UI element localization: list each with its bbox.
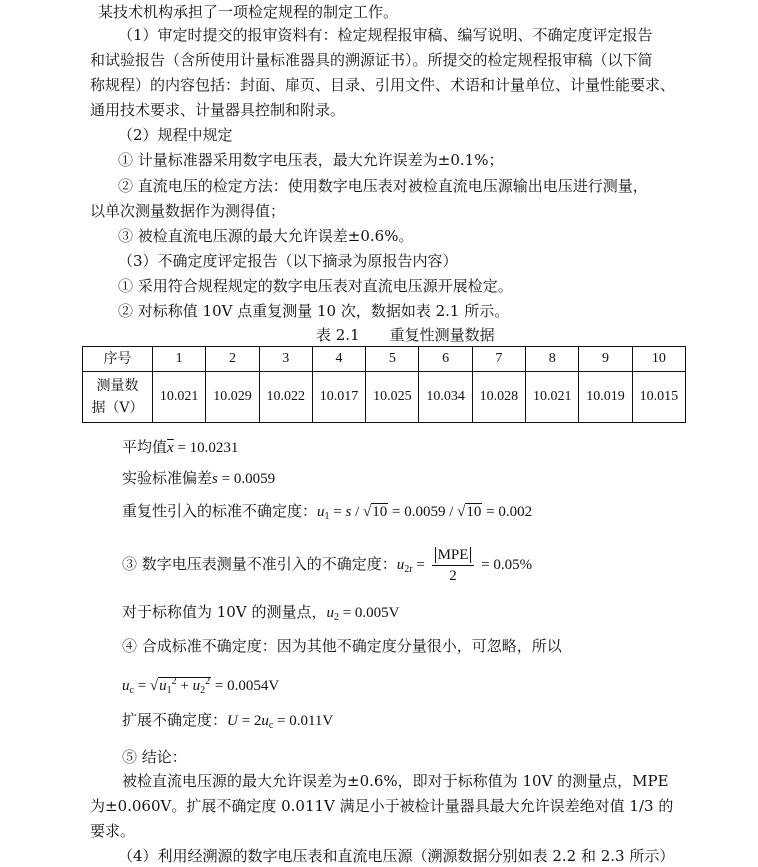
- stdev-formula: [122, 468, 275, 489]
- index-cell: 8: [526, 347, 579, 372]
- stdev-symbol: s: [212, 471, 218, 487]
- mean-symbol: $\overline{x}$: [167, 440, 174, 456]
- value-cell: 10.028: [472, 372, 525, 423]
- mean-value: = 10.0231: [173, 440, 239, 456]
- uc-term2-sub: 2: [200, 685, 206, 696]
- u2r-denominator: 2: [449, 568, 457, 585]
- conclusion-line3: 要求。: [90, 822, 136, 840]
- u1-radicand: 10: [372, 504, 388, 520]
- u2r-label: ③ 数字电压表测量不准引入的不确定度：: [122, 555, 397, 573]
- u2-subscript: 2: [333, 612, 339, 623]
- U-result: = 0.011V: [273, 713, 334, 729]
- para2-item3: ③ 被检直流电压源的最大允许误差±0.6%。: [118, 227, 414, 245]
- U-symbol: U: [227, 713, 238, 729]
- u2-label: 对于标称值为 10V 的测量点，: [122, 603, 327, 621]
- index-cell: 9: [579, 347, 632, 372]
- value-cell: 10.019: [579, 372, 632, 423]
- uc-term1-pow: 2: [171, 676, 177, 687]
- para1-line1: （1）审定时提交的报审资料有：检定规程报审稿、编写说明、不确定度评定报告: [118, 26, 653, 44]
- u2r-numerator: MPE: [435, 547, 472, 563]
- para2-item1: ① 计量标准器采用数字电压表，最大允许误差为±0.1%；: [118, 151, 504, 169]
- conclusion-line2: 为±0.060V。扩展不确定度 0.011V 满足小于被检计量器具最大允许误差绝对值 1/3 的: [90, 797, 674, 815]
- para1-line2: 和试验报告（含所使用计量标准器具的溯源证书）。所提交的检定规程报审稿（以下简: [90, 51, 653, 69]
- u2r-formula: [122, 542, 532, 592]
- header-label-cell: 序号: [83, 347, 153, 372]
- uc-eq: =: [133, 678, 150, 694]
- u2r-result: = 0.05%: [477, 557, 533, 573]
- stdev-value: = 0.0059: [217, 471, 276, 487]
- uc-term2-pow: 2: [205, 676, 211, 687]
- expanded-uncertainty-formula: [122, 710, 333, 736]
- value-cell: 10.029: [206, 372, 259, 423]
- u1-formula: 重复性引入的标准不确定度：$u_1 = s / √10 = 0.0059 / √10 = 0.002$: [122, 502, 533, 522]
- uc-term1: u: [159, 678, 167, 694]
- u2r-subscript: 2r: [404, 564, 413, 575]
- u1-eq: =: [329, 504, 346, 520]
- para1-line4: 通用技术要求、计量器具控制和附录。: [90, 101, 346, 119]
- para2-heading: （2）规程中规定: [118, 126, 233, 144]
- uc-symbol: u: [122, 678, 130, 694]
- u2-value: = 0.005V: [338, 605, 400, 621]
- data-label-line2: 据（V）: [91, 400, 144, 416]
- value-cell: 10.021: [153, 372, 206, 423]
- para4-line: ④ 合成标准不确定度：因为其他不确定度分量很小，可忽略，所以: [122, 637, 562, 655]
- conclusion-heading: ⑤ 结论：: [122, 748, 187, 766]
- index-cell: 3: [259, 347, 312, 372]
- para3-item2: ② 对标称值 10V 点重复测量 10 次，数据如表 2.1 所示。: [118, 302, 510, 320]
- u1-subscript: 1: [324, 511, 330, 522]
- mean-formula: [122, 437, 238, 458]
- para4-heading: （4）利用经溯源的数字电压表和直流电压源（溯源数据分别如表 2.2 和 2.3 所示）: [118, 847, 675, 865]
- u1-result: = 0.002: [482, 504, 533, 520]
- uc-plus: +: [176, 678, 193, 694]
- index-cell: 1: [153, 347, 206, 372]
- u1-radicand-2: 10: [466, 504, 482, 520]
- u1-label: 重复性引入的标准不确定度：: [122, 502, 318, 520]
- stdev-label: 实验标准偏差: [122, 469, 213, 487]
- repeatability-table: [82, 346, 686, 423]
- index-cell: 6: [419, 347, 472, 372]
- uc-subscript: c: [129, 685, 134, 696]
- U-subscript: c: [268, 720, 274, 731]
- para3-item1: ① 采用符合规程规定的数字电压表对直流电压源开展检定。: [118, 277, 513, 295]
- u2r-fraction: [432, 545, 475, 586]
- uc-formula: $u_c = √u_1^2 + u_2^2 = 0.0054V$: [122, 676, 280, 696]
- uc-term1-sub: 1: [166, 685, 172, 696]
- index-cell: 7: [472, 347, 525, 372]
- table-data-row: [83, 372, 686, 423]
- u1-slash: /: [351, 504, 363, 520]
- u1-symbol: u: [317, 504, 325, 520]
- para3-heading: （3）不确定度评定报告（以下摘录为原报告内容）: [118, 252, 458, 270]
- u2-formula: [122, 602, 400, 628]
- conclusion-line1: 被检直流电压源的最大允许误差为±0.6%，即对于标称值为 10V 的测量点，MPE: [122, 772, 669, 790]
- U-eq: = 2: [237, 713, 262, 729]
- table-header-row: [83, 347, 686, 372]
- value-cell: 10.025: [366, 372, 419, 423]
- para2-item2-line1: ② 直流电压的检定方法：使用数字电压表对被检直流电压源输出电压进行测量，: [118, 177, 648, 195]
- U-u: u: [261, 713, 269, 729]
- index-cell: 10: [632, 347, 685, 372]
- uc-result: = 0.0054V: [211, 678, 280, 694]
- u2r-symbol: u: [396, 557, 405, 573]
- value-cell: 10.034: [419, 372, 472, 423]
- u1-mid: = 0.0059 /: [388, 504, 458, 520]
- index-cell: 5: [366, 347, 419, 372]
- u2-symbol: u: [326, 605, 334, 621]
- value-cell: 10.022: [259, 372, 312, 423]
- data-label-cell: [83, 372, 153, 423]
- data-label-line1: 测量数: [96, 378, 139, 394]
- value-cell: 10.015: [632, 372, 685, 423]
- u2r-eq: =: [412, 557, 429, 573]
- table-caption: 表 2.1 重复性测量数据: [316, 326, 495, 344]
- para1-line3: 称规程）的内容包括：封面、扉页、目录、引用文件、术语和计量单位、计量性能要求、: [90, 76, 676, 94]
- u1-s: s: [345, 504, 352, 520]
- intro-line: 某技术机构承担了一项检定规程的制定工作。: [98, 3, 399, 21]
- index-cell: 2: [206, 347, 259, 372]
- mean-label: 平均值: [122, 438, 168, 456]
- value-cell: 10.021: [526, 372, 579, 423]
- uc-term2: u: [192, 678, 201, 694]
- para2-item2-line2: 以单次测量数据作为测得值；: [90, 202, 286, 220]
- value-cell: 10.017: [312, 372, 365, 423]
- U-label: 扩展不确定度：: [122, 711, 228, 729]
- index-cell: 4: [312, 347, 365, 372]
